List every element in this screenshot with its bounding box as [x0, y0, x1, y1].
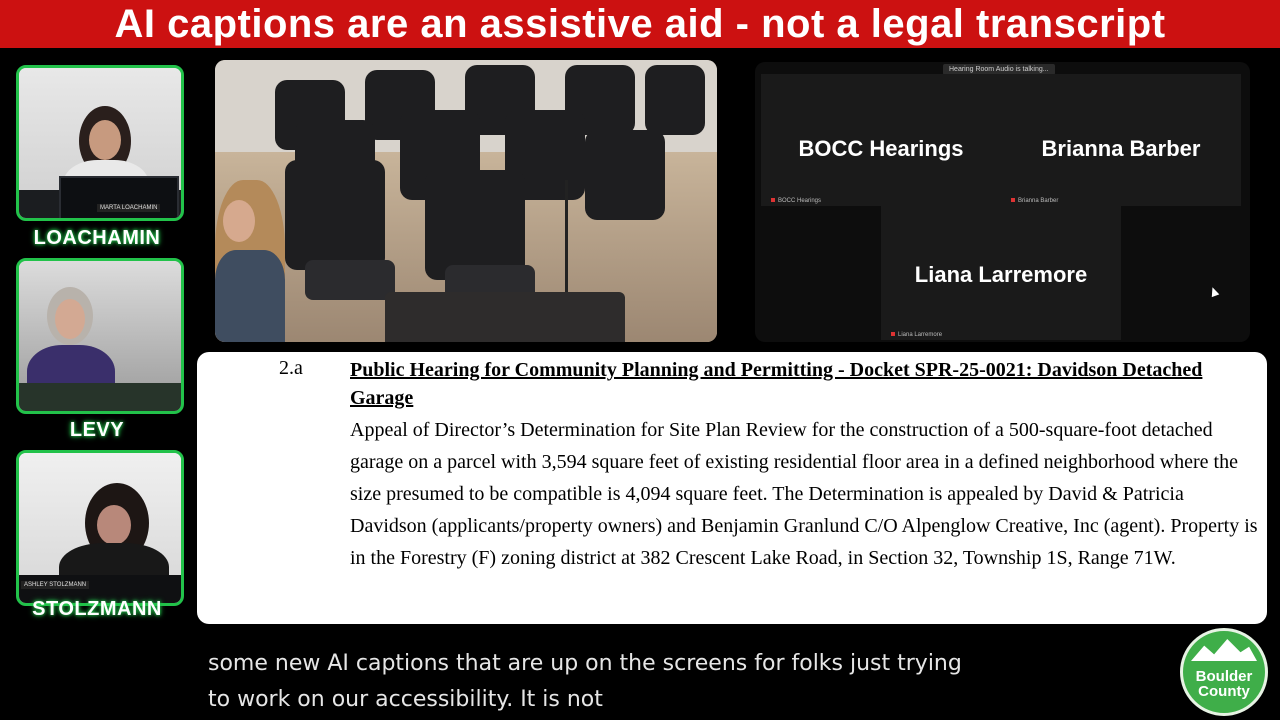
camera-feed-levy [16, 258, 184, 414]
participant-label: BOCC Hearings [771, 198, 821, 204]
participant-label: Brianna Barber [1011, 198, 1058, 204]
video-conference-panel [755, 62, 1250, 342]
camera-feed-loachamin [16, 65, 184, 221]
hearing-room-camera [215, 60, 717, 342]
camera-name-levy: LEVY [69, 419, 125, 441]
participant-name: BOCC Hearings [798, 136, 964, 161]
agenda-slide [197, 352, 1267, 624]
logo-line-2: County [1198, 683, 1250, 700]
agenda-item-number: 2.a [279, 357, 303, 379]
participant-tile-liana-larremore[interactable] [881, 206, 1121, 340]
agenda-item-description: Appeal of Director’s Determination for Site Plan Review for the construction of a 500-square-foot detached garage on a parcel with 3,594 square feet of existing residential floor area in a defined neighborhood where the size presumed to be compatible is 4,094 square feet. The Determination is appealed by David & Patricia Davidson (applicants/property owners) and Benjamin Granlund C/O Alpenglow Creative, Inc (agent). Property is in the Forestry (F) zoning district at 382 Crescent Lake Road, in Section 32, Township 1S, Range 71W. [350, 419, 1258, 569]
disclaimer-banner: AI captions are an assistive aid - not a legal transcript [0, 0, 1280, 48]
participant-tile-brianna-barber[interactable] [1001, 74, 1241, 206]
agenda-item-title: Public Hearing for Community Planning and Permitting - Docket SPR-25-0021: Davidson Detached Garage [350, 359, 1203, 409]
participant-label: Liana Larremore [891, 332, 942, 338]
participant-name: Brianna Barber [1041, 136, 1201, 161]
participant-name: Liana Larremore [914, 262, 1088, 287]
logo-line-1: Boulder [1195, 668, 1253, 685]
active-speaker-indicator: Hearing Room Audio is talking... [943, 64, 1055, 75]
camera-feed-stolzmann [16, 450, 184, 606]
nameplate: MARTA LOACHAMIN [97, 204, 160, 212]
camera-name-stolzmann: STOLZMANN [32, 598, 162, 620]
camera-name-loachamin: LOACHAMIN [33, 227, 161, 249]
mountain-icon [1191, 639, 1257, 661]
boulder-county-logo [1180, 628, 1268, 716]
nameplate: ASHLEY STOLZMANN [21, 581, 89, 589]
participant-tile-bocc-hearings[interactable] [761, 74, 1001, 206]
live-caption: some new AI captions that are up on the screens for folks just trying to work on our accessibility. It is not [208, 651, 962, 712]
